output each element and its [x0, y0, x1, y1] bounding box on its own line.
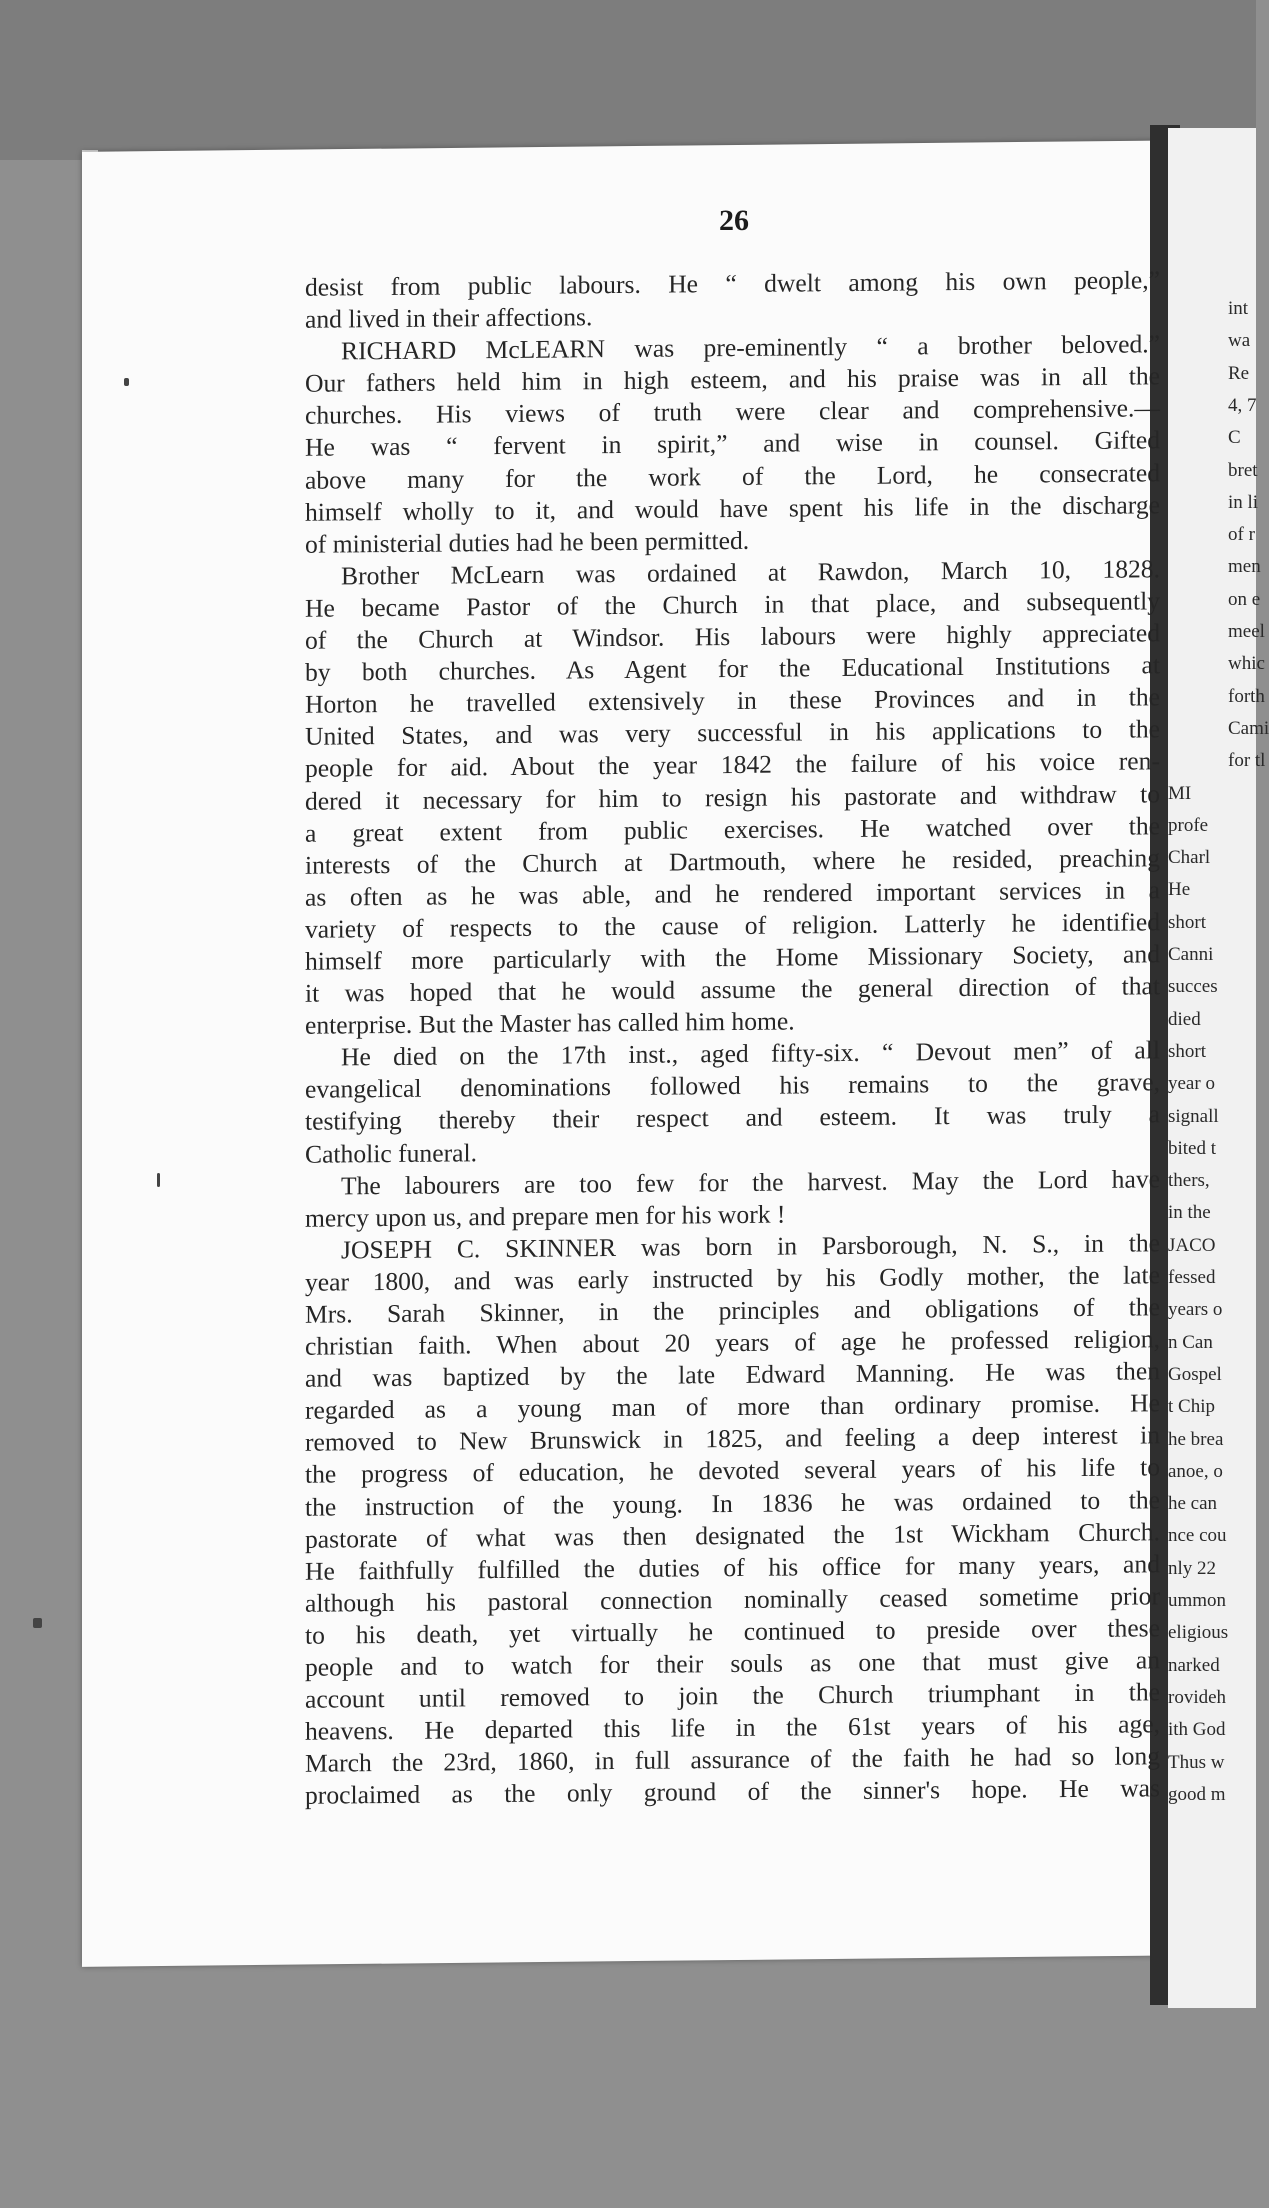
facing-page-fragment: in li — [1228, 491, 1259, 513]
facing-page-fragment: nly 22 — [1168, 1557, 1217, 1579]
facing-page — [1168, 128, 1269, 2008]
facing-page-fragment: Re — [1228, 362, 1250, 384]
text-line: heavens. He departed this life in the 61st years of his age, — [305, 1709, 1160, 1746]
facing-page-fragment: whic — [1228, 653, 1265, 675]
facing-page-fragment: Charl — [1168, 847, 1211, 869]
facing-page-fragment: short — [1168, 911, 1206, 933]
text-line: desist from public labours. He “ dwelt among his own people,” — [305, 265, 1160, 302]
text-line: it was hoped that he would assume the general direction of that — [305, 971, 1160, 1008]
text-line: Mrs. Sarah Skinner, in the principles and obligations of the — [305, 1292, 1160, 1329]
text-line: Brother McLearn was ordained at Rawdon, March 10, 1828. — [341, 554, 1160, 591]
text-line: account until removed to join the Church triumphant in the — [305, 1677, 1160, 1714]
facing-page-fragment: succes — [1168, 976, 1218, 998]
scanner-background — [0, 0, 1256, 160]
text-line: evangelical denominations followed his remains to the grave, — [305, 1067, 1160, 1105]
text-line: by both churches. As Agent for the Educational Institutions at — [305, 650, 1160, 687]
text-line: year 1800, and was early instructed by his Godly mother, the late — [305, 1260, 1160, 1297]
page-number: 26 — [719, 204, 749, 237]
facing-page-fragment: on e — [1228, 588, 1261, 610]
facing-page-fragment: bret — [1228, 459, 1258, 481]
text-line: himself wholly to it, and would have spent his life in the discharge — [305, 489, 1160, 527]
text-line: removed to New Brunswick in 1825, and feeling a deep interest in — [305, 1420, 1160, 1458]
facing-page-fragment: MI — [1168, 782, 1192, 804]
text-line: churches. His views of truth were clear and comprehensive.— — [305, 393, 1160, 431]
facing-page-fragment: nce cou — [1168, 1525, 1227, 1547]
text-line: and lived in their affections. — [305, 302, 593, 334]
facing-page-fragment: profe — [1168, 814, 1209, 836]
text-line: The labourers are too few for the harvest. May the Lord have — [341, 1163, 1160, 1201]
text-line: JOSEPH C. SKINNER was born in Parsborough, N. S., in the — [341, 1228, 1160, 1265]
facing-page-fragment: forth — [1228, 685, 1265, 707]
text-line: mercy upon us, and prepare men for his work ! — [305, 1199, 786, 1233]
facing-page-fragment: meel — [1228, 621, 1265, 642]
facing-page-fragment: C — [1228, 427, 1241, 449]
facing-page-fragment: of r — [1228, 524, 1255, 546]
facing-page-fragment: died — [1168, 1008, 1201, 1030]
text-line: pastorate of what was then designated the 1st Wickham Church. — [305, 1516, 1160, 1554]
text-line: Horton he travelled extensively in these Provinces and in the — [305, 682, 1160, 719]
scan-speck — [157, 1173, 160, 1187]
facing-page-fragment: wa — [1228, 330, 1251, 352]
text-line: himself more particularly with the Home Missionary Society, and — [305, 939, 1160, 976]
facing-page-fragment: ummon — [1168, 1590, 1227, 1611]
text-line: christian faith. When about 20 years of age he professed religion, — [305, 1324, 1160, 1361]
facing-page-fragment: year o — [1168, 1073, 1215, 1095]
facing-page-fragment: t Chip — [1168, 1396, 1215, 1418]
scan-speck — [124, 378, 129, 386]
text-line: the progress of education, he devoted several years of his life to — [305, 1452, 1160, 1490]
facing-page-fragment: Cami — [1228, 717, 1269, 739]
body-text — [305, 264, 1160, 1812]
facing-page-fragment: Thus w — [1168, 1751, 1225, 1773]
facing-page-fragment: JACO — [1168, 1234, 1216, 1256]
text-line: and was baptized by the late Edward Manning. He was then — [305, 1356, 1160, 1393]
facing-page-fragment: he brea — [1168, 1428, 1224, 1450]
facing-page-fragment: short — [1168, 1040, 1206, 1062]
facing-page-fragment: Canni — [1168, 944, 1214, 965]
text-line: above many for the work of the Lord, he consecrated — [305, 457, 1160, 495]
text-line: as often as he was able, and he rendered important services in a — [305, 875, 1160, 912]
facing-page-fragment: thers, — [1168, 1170, 1210, 1192]
facing-page-fragment: ith God — [1168, 1719, 1226, 1741]
facing-page-fragment: He — [1168, 879, 1191, 901]
facing-page-fragment: good m — [1168, 1783, 1226, 1805]
facing-page-fragment: narked — [1168, 1654, 1220, 1676]
text-line: to his death, yet virtually he continued to preside over these — [305, 1613, 1160, 1650]
facing-page-fragment: Gospel — [1168, 1363, 1222, 1385]
text-line: He faithfully fulfilled the duties of his office for many years, and — [305, 1549, 1160, 1586]
text-line: people and to watch for their souls as one that must give an — [305, 1645, 1160, 1682]
text-line: a great extent from public exercises. He watched over the — [305, 810, 1160, 848]
facing-page-fragment: in the — [1168, 1202, 1211, 1224]
text-line: of ministerial duties had he been permitted. — [305, 525, 750, 559]
text-line: United States, and was very successful in his applications to the — [305, 714, 1160, 752]
text-line: of the Church at Windsor. His labours were highly appreciated — [305, 618, 1160, 655]
text-line: He was “ fervent in spirit,” and wise in counsel. Gifted — [305, 425, 1160, 463]
facing-page-fragment: he can — [1168, 1493, 1218, 1515]
scan-speck — [33, 1618, 42, 1628]
text-line: interests of the Church at Dartmouth, where he resided, preaching — [305, 842, 1160, 880]
text-line: enterprise. But the Master has called him home. — [305, 1006, 795, 1040]
text-line: Our fathers held him in high esteem, and his praise was in all the — [305, 361, 1160, 399]
text-line: the instruction of the young. In 1836 he was ordained to the — [305, 1484, 1160, 1522]
text-line: March the 23rd, 1860, in full assurance of the faith he had so long — [305, 1741, 1160, 1779]
facing-page-fragment: men — [1228, 556, 1261, 578]
text-line: RICHARD McLEARN was pre-eminently “ a brother beloved.” — [341, 329, 1160, 366]
text-line: although his pastoral connection nominally ceased sometime prior — [305, 1581, 1160, 1618]
text-line: testifying thereby their respect and esteem. It was truly a — [305, 1099, 1160, 1137]
text-line: variety of respects to the cause of religion. Latterly he identified — [305, 907, 1160, 944]
facing-page-fragment: n Can — [1168, 1331, 1213, 1353]
text-line: He died on the 17th inst., aged fifty-six. “ Devout men” of all — [341, 1035, 1160, 1072]
text-line: proclaimed as the only ground of the sinner's hope. He was — [305, 1773, 1160, 1811]
facing-page-fragment: signall — [1168, 1105, 1219, 1127]
text-line: Catholic funeral. — [305, 1137, 477, 1169]
facing-page-fragment: anoe, o — [1168, 1460, 1223, 1482]
facing-page-fragment: years o — [1168, 1299, 1223, 1321]
text-line: regarded as a young man of more than ordinary promise. He — [305, 1388, 1160, 1426]
facing-page-fragment: int — [1228, 298, 1249, 319]
text-line: He became Pastor of the Church in that place, and subsequently — [305, 586, 1160, 623]
facing-page-fragment: for tl — [1228, 750, 1266, 772]
facing-page-fragment: fessed — [1168, 1267, 1216, 1288]
facing-page-fragment: eligious — [1168, 1622, 1229, 1644]
text-line: dered it necessary for him to resign his pastorate and withdraw to — [305, 778, 1160, 816]
facing-page-fragment: bited t — [1168, 1137, 1217, 1159]
facing-page-fragment: rovideh — [1168, 1686, 1227, 1708]
facing-page-fragment: 4, 7 — [1228, 394, 1257, 416]
text-line: people for aid. About the year 1842 the failure of his voice ren- — [305, 746, 1160, 784]
